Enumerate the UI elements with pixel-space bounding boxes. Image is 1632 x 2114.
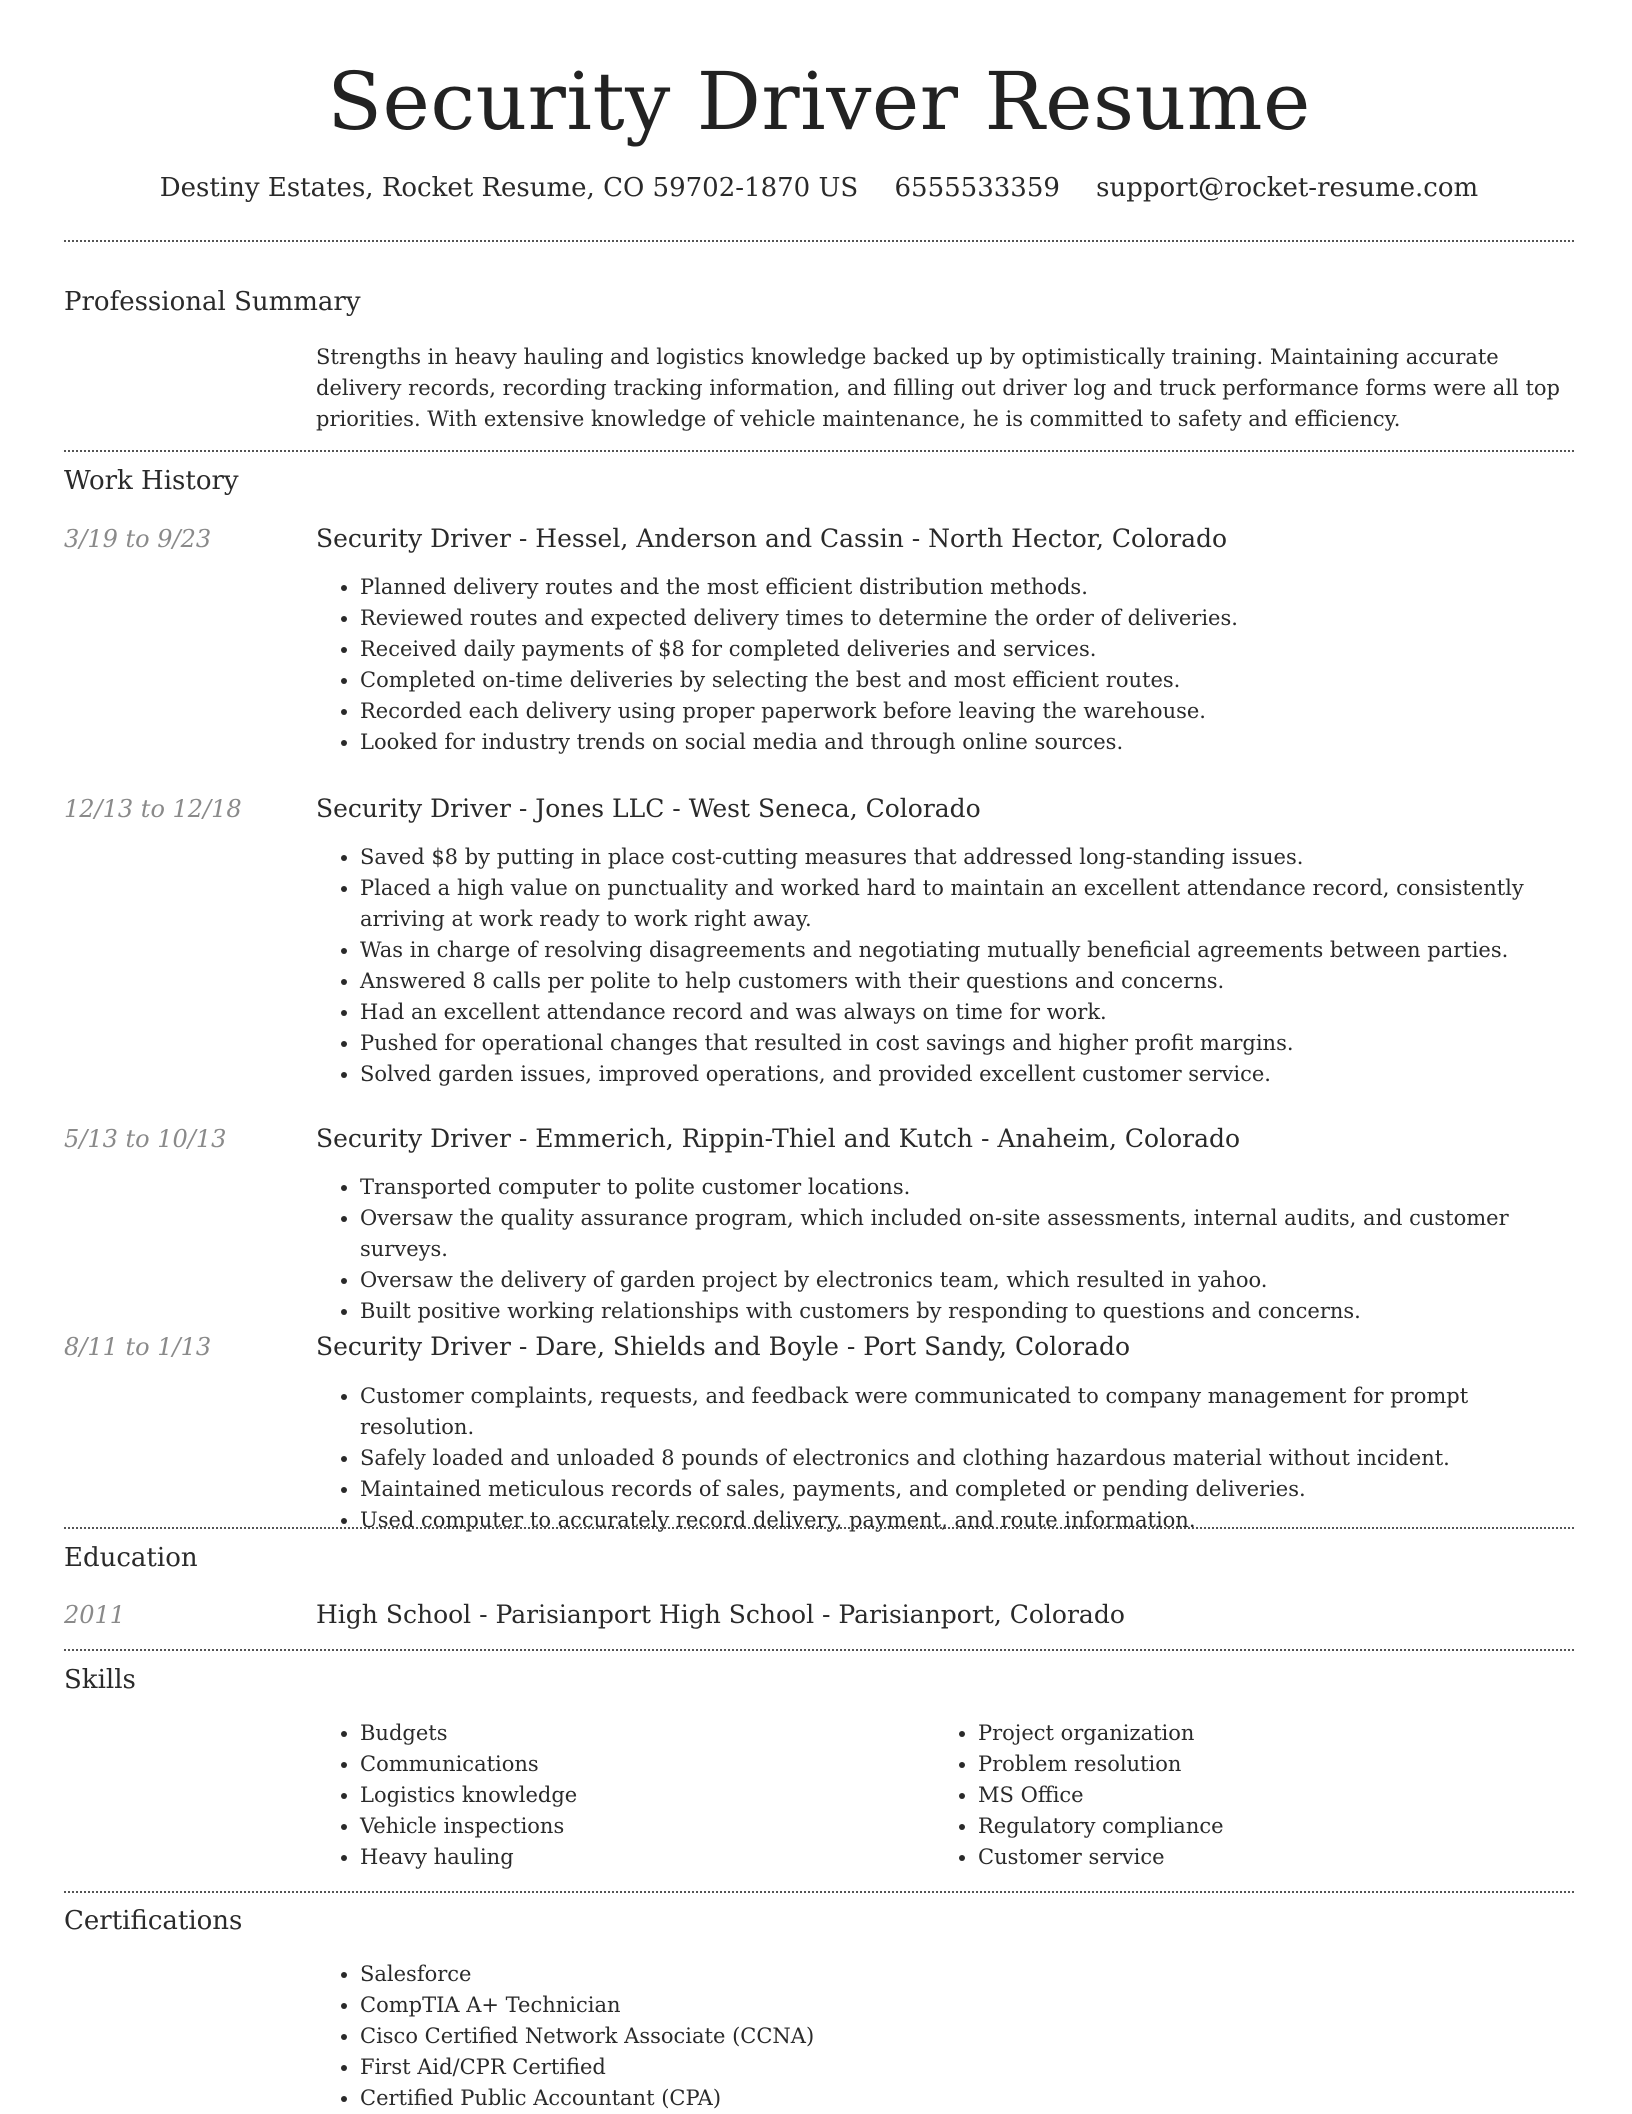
job-title: Security Driver - Dare, Shields and Boyle - Port Sandy, Colorado bbox=[316, 1332, 1131, 1361]
divider bbox=[64, 1527, 1574, 1529]
list-item: • Oversaw the delivery of garden project by electronics team, which resulted in yahoo. bbox=[360, 1265, 1566, 1296]
divider bbox=[64, 240, 1574, 242]
job-dates: 5/13 to 10/13 bbox=[64, 1125, 227, 1153]
contact-address: Destiny Estates, Rocket Resume, CO 59702-1870 US bbox=[159, 173, 859, 203]
list-item: • Used computer to accurately record delivery, payment, and route information. bbox=[360, 1505, 1566, 1536]
section-title-work-history: Work History bbox=[64, 466, 239, 496]
list-item: • Was in charge of resolving disagreements and negotiating mutually beneficial agreements between parties. bbox=[360, 935, 1566, 966]
list-item: • Looked for industry trends on social media and through online sources. bbox=[360, 727, 1566, 758]
list-item: • Salesforce bbox=[360, 1959, 1566, 1990]
education-year: 2011 bbox=[64, 1601, 126, 1629]
list-item: • Project organization bbox=[978, 1718, 1494, 1749]
education-entry: High School - Parisianport High School - Parisianport, Colorado bbox=[316, 1600, 1125, 1629]
list-item: • Communications bbox=[360, 1749, 876, 1780]
job-dates: 12/13 to 12/18 bbox=[64, 795, 242, 823]
list-item: • Cisco Certified Network Associate (CCNA) bbox=[360, 2021, 1566, 2052]
list-item: • Problem resolution bbox=[978, 1749, 1494, 1780]
divider bbox=[64, 450, 1574, 452]
divider bbox=[64, 1649, 1574, 1651]
list-item: • Logistics knowledge bbox=[360, 1780, 876, 1811]
section-title-education: Education bbox=[64, 1543, 198, 1573]
divider bbox=[64, 1891, 1574, 1893]
job-title: Security Driver - Emmerich, Rippin-Thiel and Kutch - Anaheim, Colorado bbox=[316, 1124, 1241, 1153]
list-item: • Maintained meticulous records of sales, payments, and completed or pending deliveries. bbox=[360, 1474, 1566, 1505]
list-item: • Recorded each delivery using proper paperwork before leaving the warehouse. bbox=[360, 696, 1566, 727]
contact-line bbox=[64, 170, 1574, 206]
certifications-list bbox=[316, 1959, 1566, 2114]
list-item: • Certified Public Accountant (CPA) bbox=[360, 2083, 1566, 2114]
job-dates: 3/19 to 9/23 bbox=[64, 525, 212, 553]
list-item: • Reviewed routes and expected delivery times to determine the order of deliveries. bbox=[360, 603, 1566, 634]
list-item: • Vehicle inspections bbox=[360, 1811, 876, 1842]
list-item: • Answered 8 calls per polite to help customers with their questions and concerns. bbox=[360, 966, 1566, 997]
list-item: • Heavy hauling bbox=[360, 1842, 876, 1873]
list-item: • MS Office bbox=[978, 1780, 1494, 1811]
section-title-skills: Skills bbox=[64, 1665, 136, 1695]
resume-title: Security Driver Resume bbox=[327, 55, 1311, 148]
list-item: • Safely loaded and unloaded 8 pounds of electronics and clothing hazardous material without incident. bbox=[360, 1443, 1566, 1474]
section-title-certifications: Certifications bbox=[64, 1906, 243, 1936]
job-dates: 8/11 to 1/13 bbox=[64, 1333, 212, 1361]
list-item: • Completed on-time deliveries by selecting the best and most efficient routes. bbox=[360, 665, 1566, 696]
contact-phone: 6555533359 bbox=[894, 173, 1060, 203]
list-item: • Solved garden issues, improved operations, and provided excellent customer service. bbox=[360, 1059, 1566, 1090]
list-item: • Received daily payments of $8 for completed deliveries and services. bbox=[360, 634, 1566, 665]
list-item: • Planned delivery routes and the most efficient distribution methods. bbox=[360, 572, 1566, 603]
list-item: • Had an excellent attendance record and was always on time for work. bbox=[360, 997, 1566, 1028]
list-item: • Placed a high value on punctuality and worked hard to maintain an excellent attendance record, consistently arriving at work ready to work right away. bbox=[360, 873, 1566, 935]
list-item: • Oversaw the quality assurance program, which included on-site assessments, internal audits, and customer surveys. bbox=[360, 1203, 1566, 1265]
job-bullets bbox=[316, 1381, 1566, 1536]
skills-list-right bbox=[934, 1718, 1494, 1873]
section-title-summary: Professional Summary bbox=[64, 287, 361, 317]
summary-text: Strengths in heavy hauling and logistics knowledge backed up by optimistically training. Maintaining accurate delivery records, recording tracking information, and filling out driver log and truck performance forms were all top priorities. With extensive knowledge of vehicle maintenance, he is committed to safety and efficiency. bbox=[316, 345, 1560, 431]
job-bullets bbox=[316, 572, 1566, 758]
list-item: • Regulatory compliance bbox=[978, 1811, 1494, 1842]
job-bullets bbox=[316, 842, 1566, 1090]
resume-page bbox=[64, 0, 1574, 2112]
list-item: • Built positive working relationships with customers by responding to questions and concerns. bbox=[360, 1296, 1566, 1327]
list-item: • Transported computer to polite customer locations. bbox=[360, 1172, 1566, 1203]
list-item: • Budgets bbox=[360, 1718, 876, 1749]
job-bullets bbox=[316, 1172, 1566, 1327]
list-item: • Customer service bbox=[978, 1842, 1494, 1873]
job-title: Security Driver - Hessel, Anderson and Cassin - North Hector, Colorado bbox=[316, 524, 1228, 553]
job-title: Security Driver - Jones LLC - West Seneca, Colorado bbox=[316, 794, 981, 823]
list-item: • Customer complaints, requests, and feedback were communicated to company management for prompt resolution. bbox=[360, 1381, 1566, 1443]
list-item: • CompTIA A+ Technician bbox=[360, 1990, 1566, 2021]
list-item: • Saved $8 by putting in place cost-cutting measures that addressed long-standing issues. bbox=[360, 842, 1566, 873]
list-item: • First Aid/CPR Certified bbox=[360, 2052, 1566, 2083]
contact-email: support@rocket-resume.com bbox=[1096, 173, 1479, 203]
list-item: • Pushed for operational changes that resulted in cost savings and higher profit margins. bbox=[360, 1028, 1566, 1059]
skills-list-left bbox=[316, 1718, 876, 1873]
